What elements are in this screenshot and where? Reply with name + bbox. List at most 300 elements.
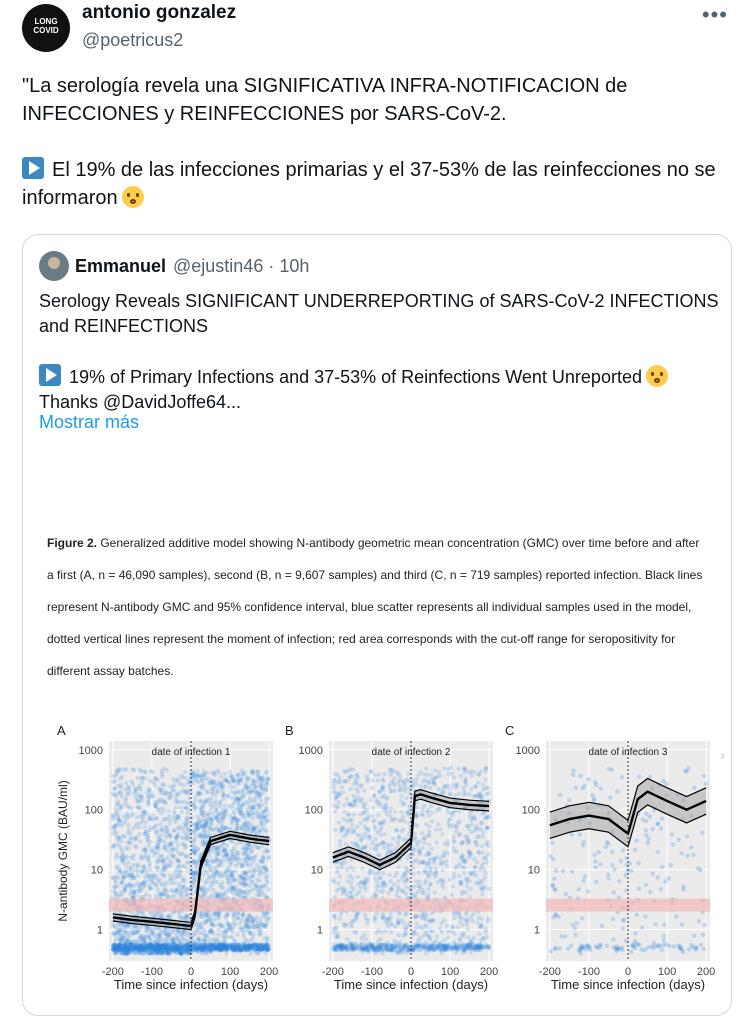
scatter-point xyxy=(362,933,366,937)
scatter-point xyxy=(151,849,155,853)
scatter-point xyxy=(415,840,419,844)
scatter-point xyxy=(393,809,397,813)
scatter-point xyxy=(393,789,397,793)
scatter-point xyxy=(142,880,146,884)
scatter-point xyxy=(398,775,402,779)
scatter-point xyxy=(254,845,258,849)
scatter-point xyxy=(252,781,256,785)
scatter-point xyxy=(235,932,239,936)
scatter-point xyxy=(158,800,162,804)
scatter-point xyxy=(118,768,122,772)
scatter-point xyxy=(215,880,219,884)
scatter-point xyxy=(117,818,121,822)
scatter-point xyxy=(379,876,383,880)
scatter-point xyxy=(122,885,126,889)
scatter-point xyxy=(372,824,376,828)
scatter-point xyxy=(140,819,144,823)
scatter-point xyxy=(222,945,226,949)
scatter-point xyxy=(267,916,271,920)
scatter-point xyxy=(398,788,402,792)
scatter-point xyxy=(232,846,236,850)
scatter-point xyxy=(250,812,254,816)
scatter-point xyxy=(185,944,189,948)
scatter-point xyxy=(178,869,182,873)
scatter-point xyxy=(360,866,364,870)
scatter-point xyxy=(414,915,418,919)
scatter-point xyxy=(344,923,348,927)
scatter-point xyxy=(404,892,408,896)
scatter-point xyxy=(355,825,359,829)
scatter-point xyxy=(203,834,207,838)
scatter-point xyxy=(201,805,205,809)
scatter-point xyxy=(203,913,207,917)
scatter-point xyxy=(204,790,208,794)
scatter-point xyxy=(234,885,238,889)
scatter-point xyxy=(149,816,153,820)
scatter-point xyxy=(211,931,215,935)
scatter-point xyxy=(202,938,206,942)
scatter-point xyxy=(159,833,163,837)
scatter-point xyxy=(214,814,218,818)
scatter-point xyxy=(391,837,395,841)
scatter-point xyxy=(361,803,365,807)
scatter-point xyxy=(166,809,170,813)
scatter-point xyxy=(378,821,382,825)
scatter-point xyxy=(437,770,441,774)
scatter-point xyxy=(338,917,342,921)
scatter-point xyxy=(372,919,376,923)
scatter-point xyxy=(213,943,217,947)
scatter-point xyxy=(396,879,400,883)
scatter-point xyxy=(486,826,490,830)
scatter-point xyxy=(125,935,129,939)
scatter-point xyxy=(442,918,446,922)
scatter-point xyxy=(389,930,393,934)
scatter-point xyxy=(381,779,385,783)
scatter-point xyxy=(162,792,166,796)
scatter-point xyxy=(133,844,137,848)
quoted-author-name: Emmanuel xyxy=(75,256,166,277)
scatter-point xyxy=(215,892,219,896)
scatter-point xyxy=(219,774,223,778)
scatter-point xyxy=(377,772,381,776)
scatter-point xyxy=(149,927,153,931)
scatter-point xyxy=(413,836,417,840)
scatter-point xyxy=(428,866,432,870)
scatter-point xyxy=(466,927,470,931)
scatter-point xyxy=(247,925,251,929)
author-avatar[interactable] xyxy=(22,4,70,52)
scatter-point xyxy=(412,885,416,889)
scatter-point xyxy=(146,794,150,798)
scatter-point xyxy=(258,794,262,798)
scatter-point xyxy=(430,911,434,915)
scatter-point xyxy=(120,892,124,896)
scatter-point xyxy=(367,872,371,876)
scatter-point xyxy=(229,822,233,826)
scatter-point xyxy=(144,892,148,896)
scatter-point xyxy=(221,793,225,797)
scatter-point xyxy=(365,777,369,781)
play-button-emoji-icon xyxy=(39,364,61,386)
scatter-point xyxy=(236,778,240,782)
scatter-point xyxy=(264,807,268,811)
scatter-point xyxy=(381,784,385,788)
scatter-point xyxy=(126,823,130,827)
scatter-point xyxy=(430,810,434,814)
scatter-point xyxy=(178,940,182,944)
scatter-point xyxy=(132,944,136,948)
scatter-point xyxy=(123,798,127,802)
scatter-point xyxy=(208,880,212,884)
scatter-point xyxy=(244,800,248,804)
author-name[interactable]: antonio gonzalez xyxy=(82,2,236,24)
scatter-point xyxy=(340,785,344,789)
quoted-author-avatar xyxy=(39,251,69,281)
scatter-point xyxy=(401,838,405,842)
scatter-point xyxy=(179,773,183,777)
scatter-point xyxy=(167,821,171,825)
scatter-point xyxy=(462,866,466,870)
scatter-point xyxy=(113,880,117,884)
scatter-point xyxy=(396,865,400,869)
scatter-point xyxy=(158,854,162,858)
scatter-point xyxy=(454,824,458,828)
scatter-point xyxy=(186,782,190,786)
scatter-point xyxy=(258,917,262,921)
scatter-point xyxy=(395,871,399,875)
scatter-point xyxy=(216,851,220,855)
scatter-point xyxy=(241,795,245,799)
scatter-point xyxy=(440,930,444,934)
scatter-point xyxy=(241,912,245,916)
scatter-point xyxy=(264,771,268,775)
show-more-link[interactable]: Mostrar más xyxy=(39,412,139,433)
scatter-point xyxy=(231,948,235,952)
scatter-point xyxy=(183,846,187,850)
scatter-point xyxy=(112,931,116,935)
scatter-point xyxy=(338,843,342,847)
tweet-line-2-text: El 19% de las infecciones primarias y el 37-53% de las reinfecciones no se informaron xyxy=(22,159,716,209)
scatter-point xyxy=(172,894,176,898)
scatter-point xyxy=(229,935,233,939)
scatter-point xyxy=(360,895,364,899)
scatter-point xyxy=(451,884,455,888)
scatter-point xyxy=(436,807,440,811)
scatter-point xyxy=(135,815,139,819)
scatter-point xyxy=(196,860,200,864)
scatter-point xyxy=(397,835,401,839)
scatter-point xyxy=(473,770,477,774)
scatter-point xyxy=(484,767,488,771)
scatter-point xyxy=(400,877,404,881)
scatter-point xyxy=(214,871,218,875)
scatter-point xyxy=(235,774,239,778)
scatter-point xyxy=(430,819,434,823)
scatter-point xyxy=(223,930,227,934)
scatter-point xyxy=(162,766,166,770)
scatter-point xyxy=(118,777,122,781)
scatter-point xyxy=(457,911,461,915)
scatter-point xyxy=(487,887,491,891)
scatter-point xyxy=(153,876,157,880)
scatter-point xyxy=(337,800,341,804)
scatter-point xyxy=(238,921,242,925)
scatter-point xyxy=(245,857,249,861)
scatter-point xyxy=(375,911,379,915)
scatter-point xyxy=(185,811,189,815)
scatter-point xyxy=(132,889,136,893)
scatter-point xyxy=(338,839,342,843)
scatter-point xyxy=(237,879,241,883)
scatter-point xyxy=(194,773,198,777)
scatter-point xyxy=(232,912,236,916)
scatter-point xyxy=(479,827,483,831)
scatter-point xyxy=(198,925,202,929)
scatter-point xyxy=(454,829,458,833)
scatter-point xyxy=(448,792,452,796)
scatter-point xyxy=(456,766,460,770)
scatter-point xyxy=(156,887,160,891)
scatter-point xyxy=(393,817,397,821)
scatter-point xyxy=(457,820,461,824)
scatter-point xyxy=(156,843,160,847)
scatter-point xyxy=(229,872,233,876)
scatter-point xyxy=(486,916,490,920)
scatter-point xyxy=(245,862,249,866)
scatter-point xyxy=(265,935,269,939)
scatter-point xyxy=(266,777,270,781)
scatter-point xyxy=(467,792,471,796)
scatter-point xyxy=(154,816,158,820)
scatter-point xyxy=(183,799,187,803)
scatter-point xyxy=(147,788,151,792)
quoted-line-1: Serology Reveals SIGNIFICANT UNDERREPORTING of SARS-CoV-2 INFECTIONS and REINFECTIONS xyxy=(39,289,719,339)
scatter-point xyxy=(195,769,199,773)
scatter-point xyxy=(358,798,362,802)
scatter-point xyxy=(371,806,375,810)
x-tick-label: 0 xyxy=(188,966,194,978)
scatter-point xyxy=(349,787,353,791)
scatter-point xyxy=(161,874,165,878)
scatter-point xyxy=(423,778,427,782)
scatter-point xyxy=(416,848,420,852)
scatter-point xyxy=(143,776,147,780)
scatter-point xyxy=(167,933,171,937)
scatter-point xyxy=(204,862,208,866)
scatter-point xyxy=(182,884,186,888)
scatter-point xyxy=(445,944,449,948)
scatter-point xyxy=(202,783,206,787)
scatter-point xyxy=(424,879,428,883)
scatter-point xyxy=(264,867,268,871)
scatter-point xyxy=(140,780,144,784)
scatter-point xyxy=(383,832,387,836)
scatter-point xyxy=(154,865,158,869)
scatter-point xyxy=(186,827,190,831)
scatter-point xyxy=(417,852,421,856)
scatter-point xyxy=(113,786,117,790)
scatter-point xyxy=(350,830,354,834)
scatter-point xyxy=(428,920,432,924)
scatter-point xyxy=(430,846,434,850)
scatter-point xyxy=(235,943,239,947)
scatter-point xyxy=(453,915,457,919)
scatter-point xyxy=(406,878,410,882)
scatter-point xyxy=(168,946,172,950)
more-options-icon[interactable]: ••• xyxy=(702,2,728,28)
scatter-point xyxy=(198,931,202,935)
scatter-point xyxy=(345,937,349,941)
scatter-point xyxy=(129,779,133,783)
scatter-point xyxy=(351,868,355,872)
scatter-point xyxy=(469,887,473,891)
scatter-point xyxy=(245,820,249,824)
scatter-point xyxy=(366,877,370,881)
figure-caption xyxy=(47,527,707,687)
tweet-line-1: "La serología revela una SIGNIFICATIVA INFRA-NOTIFICACION de INFECCIONES y REINFECCIONES por SARS-CoV-2. xyxy=(22,72,734,128)
scatter-point xyxy=(415,922,419,926)
scatter-point xyxy=(190,892,194,896)
scatter-point xyxy=(389,819,393,823)
scatter-point xyxy=(184,854,188,858)
scatter-point xyxy=(372,794,376,798)
scatter-point xyxy=(154,829,158,833)
scatter-point xyxy=(164,835,168,839)
scatter-point xyxy=(423,923,427,927)
scatter-point xyxy=(429,772,433,776)
scatter-point xyxy=(406,771,410,775)
scatter-point xyxy=(163,888,167,892)
scatter-point xyxy=(414,812,418,816)
scatter-point xyxy=(427,824,431,828)
scatter-point xyxy=(129,867,133,871)
scatter-point xyxy=(340,826,344,830)
x-tick-label: 100 xyxy=(221,966,239,978)
scatter-point xyxy=(332,790,336,794)
scatter-point xyxy=(471,912,475,916)
scatter-point xyxy=(238,946,242,950)
scatter-point xyxy=(261,945,265,949)
scatter-point xyxy=(197,820,201,824)
scatter-point xyxy=(158,894,162,898)
scatter-point xyxy=(405,856,409,860)
scatter-point xyxy=(227,943,231,947)
scatter-point xyxy=(160,782,164,786)
scatter-point xyxy=(452,838,456,842)
scatter-point xyxy=(258,885,262,889)
quoted-author-handle: @ejustin46 · 10h xyxy=(173,256,309,277)
scatter-point xyxy=(177,815,181,819)
x-tick-label: -200 xyxy=(102,966,124,978)
scatter-point xyxy=(182,930,186,934)
scatter-point xyxy=(335,931,339,935)
scatter-point xyxy=(349,775,353,779)
scatter-point xyxy=(171,777,175,781)
avatar-text-long: LONG xyxy=(22,17,70,26)
scatter-point xyxy=(474,873,478,877)
scatter-point xyxy=(175,858,179,862)
scatter-point xyxy=(256,773,260,777)
scatter-point xyxy=(259,812,263,816)
scatter-point xyxy=(469,818,473,822)
scatter-point xyxy=(199,779,203,783)
scatter-point xyxy=(434,827,438,831)
scatter-point xyxy=(129,814,133,818)
scatter-point xyxy=(462,858,466,862)
panel-letter: A xyxy=(57,723,66,738)
scatter-point xyxy=(222,936,226,940)
scatter-point xyxy=(431,940,435,944)
scatter-point xyxy=(233,922,237,926)
scatter-point xyxy=(392,769,396,773)
scatter-point xyxy=(240,864,244,868)
scatter-point xyxy=(128,831,132,835)
scatter-point xyxy=(362,818,366,822)
scatter-point xyxy=(122,814,126,818)
scatter-point xyxy=(247,929,251,933)
scatter-point xyxy=(163,884,167,888)
scatter-point xyxy=(424,766,428,770)
scatter-point xyxy=(434,874,438,878)
scatter-point xyxy=(401,814,405,818)
scatter-point xyxy=(133,863,137,867)
author-handle[interactable]: @poetricus2 xyxy=(82,30,183,51)
scatter-point xyxy=(335,870,339,874)
scatter-point xyxy=(395,894,399,898)
scatter-point xyxy=(177,884,181,888)
scatter-point xyxy=(207,816,211,820)
scatter-point xyxy=(376,778,380,782)
scatter-point xyxy=(377,884,381,888)
scatter-point xyxy=(446,851,450,855)
scatter-point xyxy=(148,948,152,952)
scatter-point xyxy=(356,875,360,879)
scatter-point xyxy=(177,945,181,949)
scatter-point xyxy=(243,871,247,875)
scatter-point xyxy=(241,876,245,880)
scatter-point xyxy=(453,793,457,797)
quoted-tweet[interactable] xyxy=(22,234,732,1016)
scatter-point xyxy=(119,951,123,955)
scatter-point xyxy=(174,839,178,843)
scatter-point xyxy=(249,951,253,955)
scatter-point xyxy=(141,814,145,818)
scatter-point xyxy=(122,768,126,772)
scatter-point xyxy=(248,919,252,923)
scatter-point xyxy=(417,936,421,940)
scatter-point xyxy=(379,930,383,934)
scatter-point xyxy=(169,794,173,798)
scatter-point xyxy=(209,780,213,784)
scatter-point xyxy=(124,846,128,850)
scatter-point xyxy=(386,846,390,850)
scatter-point xyxy=(161,788,165,792)
scatter-point xyxy=(138,854,142,858)
scatter-point xyxy=(154,823,158,827)
scatter-point xyxy=(223,803,227,807)
scatter-point xyxy=(203,829,207,833)
scatter-point xyxy=(482,867,486,871)
scatter-point xyxy=(168,864,172,868)
scatter-point xyxy=(224,951,228,955)
scatter-point xyxy=(422,891,426,895)
scatter-point xyxy=(142,810,146,814)
scatter-point xyxy=(401,950,405,954)
avatar-text-covid: COVID xyxy=(22,26,70,35)
scatter-point xyxy=(456,925,460,929)
scatter-point xyxy=(425,809,429,813)
